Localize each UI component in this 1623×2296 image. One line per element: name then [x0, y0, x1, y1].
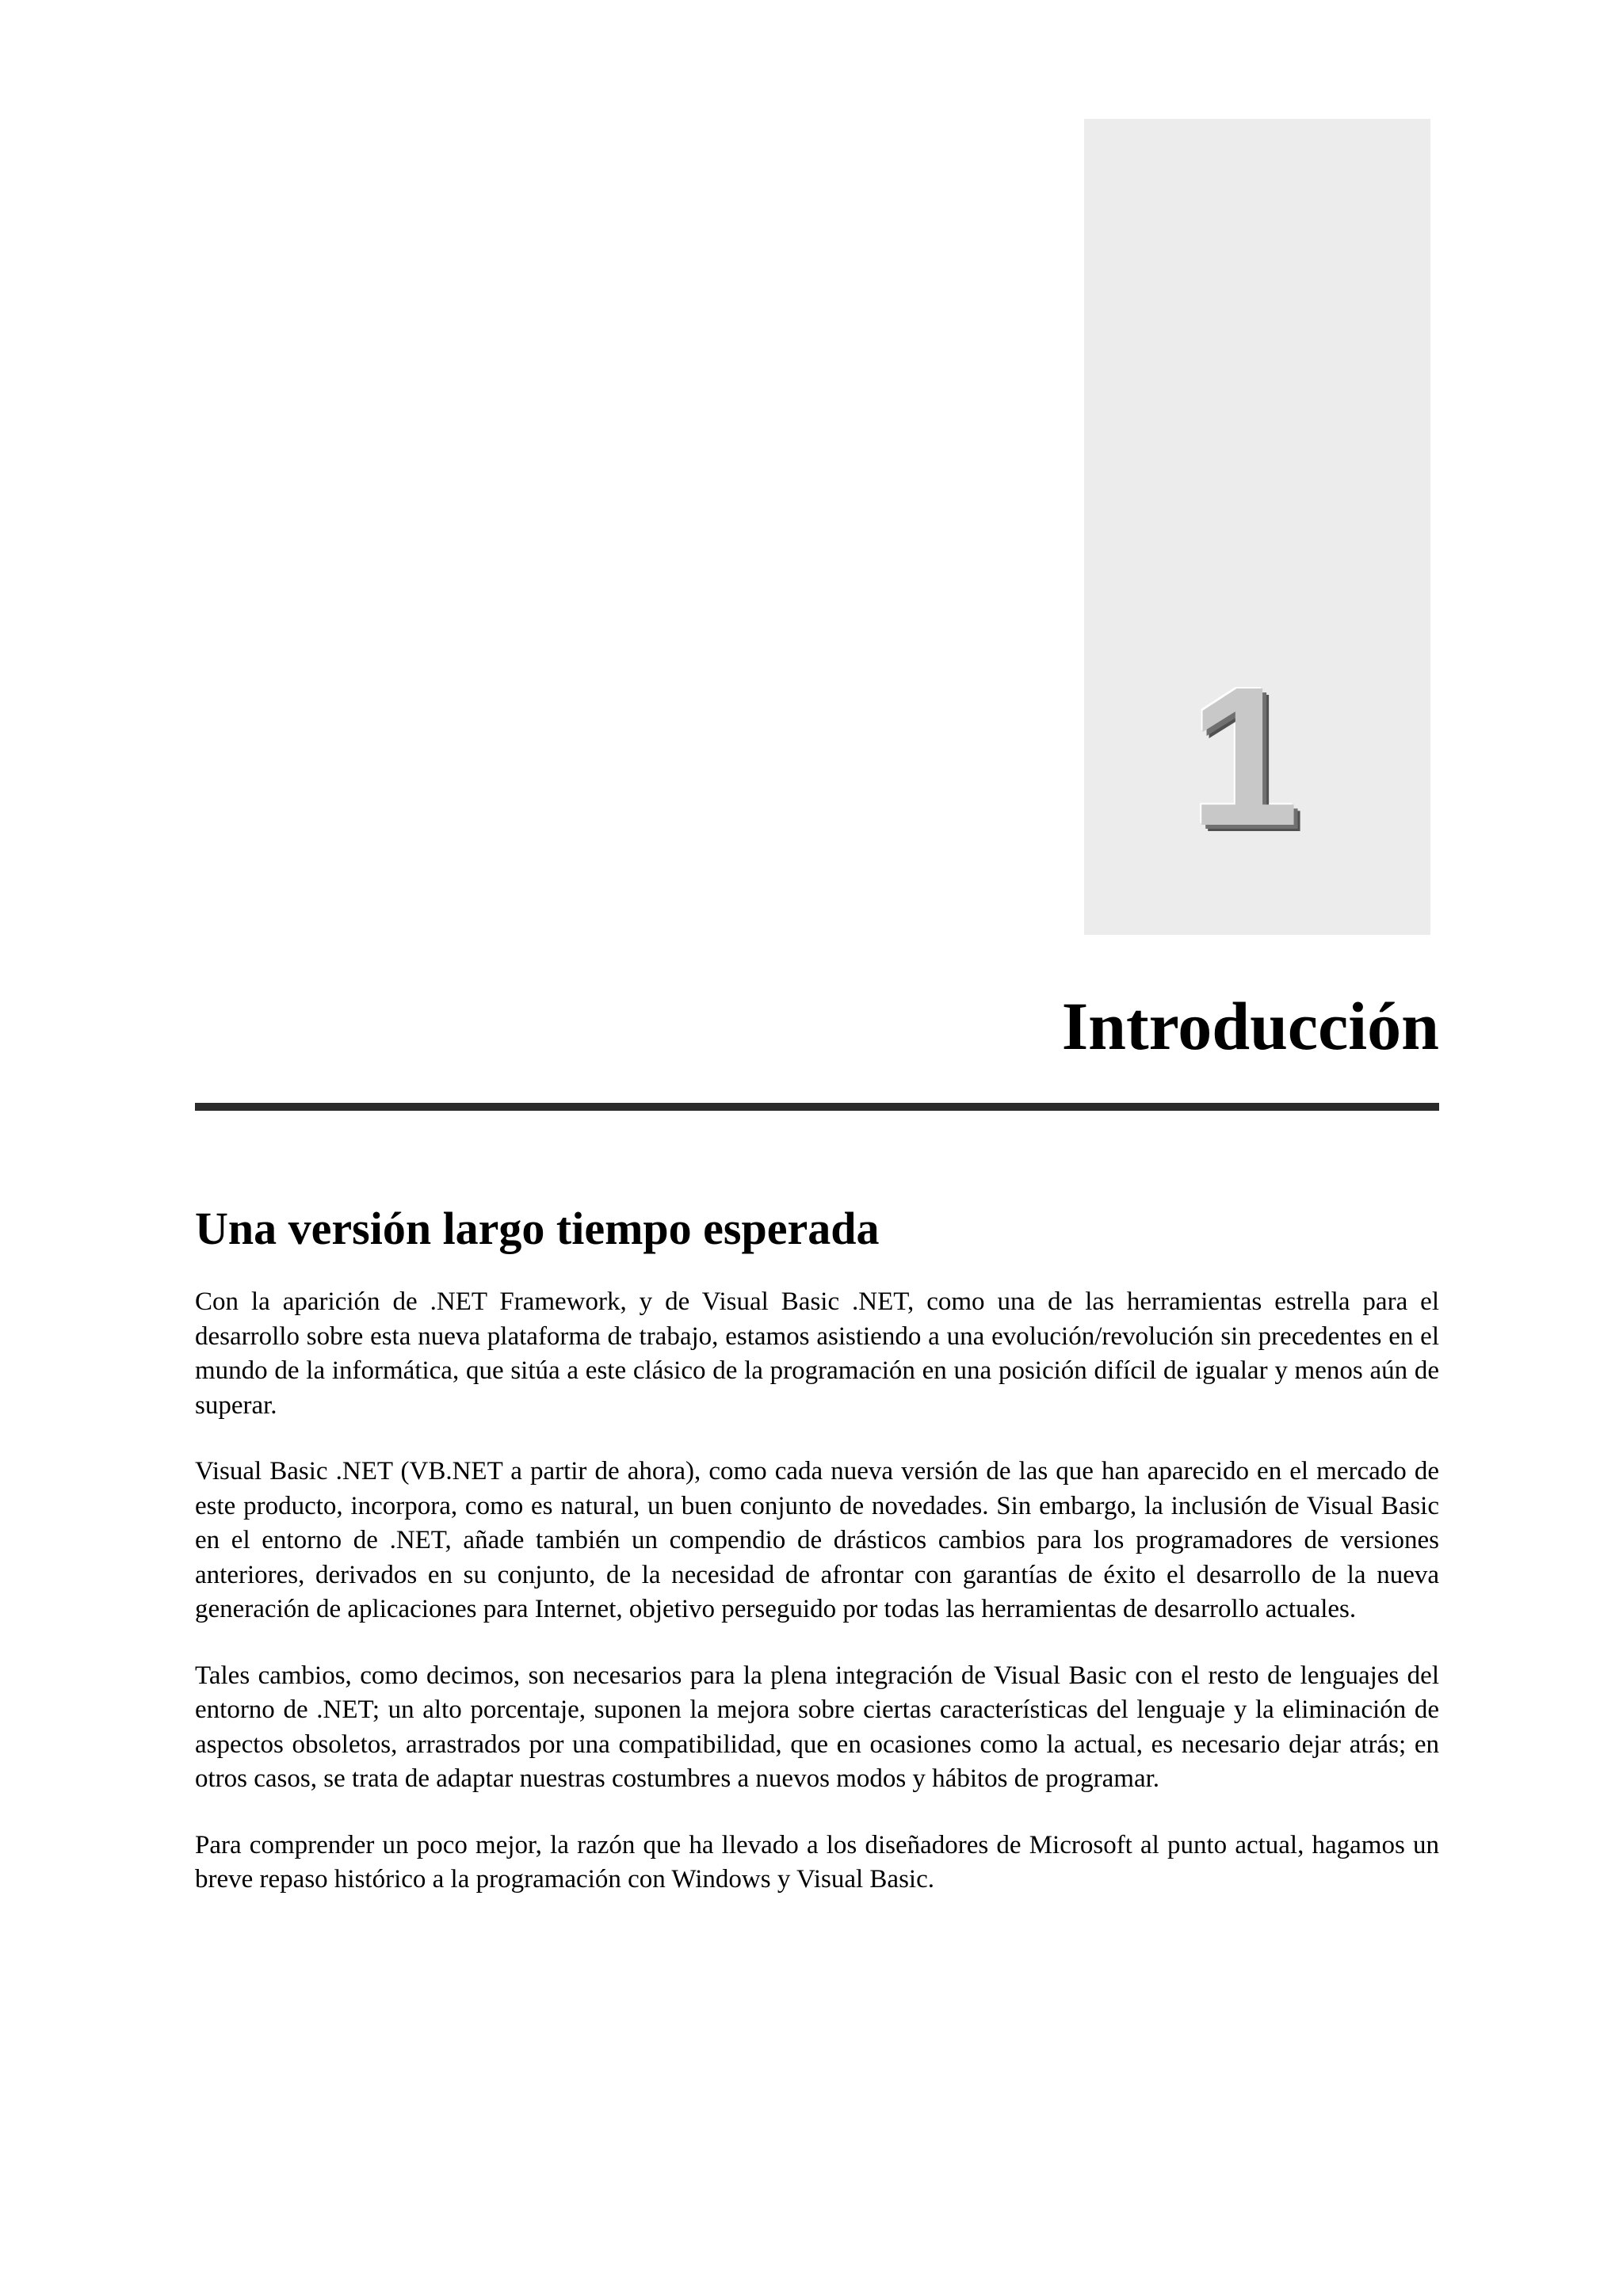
- title-divider: [195, 1103, 1439, 1111]
- paragraph: Tales cambios, como decimos, son necesarios para la plena integración de Visual Basic con el resto de lenguajes del entorno de .NET; un alto porcentaje, suponen la mejora sobre ciertas características del lenguaje y la eliminación de aspectos obsoletos, arrastrados por una compatibilidad, que en ocasiones como la actual, es necesario dejar atrás; en otros casos, se trata de adaptar nuestras costumbres a nuevos modos y hábitos de programar.: [195, 1661, 1439, 1793]
- chapter-title: Introducción: [1061, 988, 1439, 1064]
- paragraph: Visual Basic .NET (VB.NET a partir de ahora), como cada nueva versión de las que han aparecido en el mercado de este producto, incorpora, como es natural, un buen conjunto de novedades. Sin embargo, la inclusión de Visual Basic en el entorno de .NET, añade también un compendio de drásticos cambios para los programadores de versiones anteriores, derivados en su conjunto, de la necesidad de afrontar con garantías de éxito el desarrollo de la nueva generación de aplicaciones para Internet, objetivo perseguido por todas las herramientas de desarrollo actuales.: [195, 1457, 1439, 1623]
- chapter-number: 1: [1189, 646, 1300, 867]
- section-heading: Una versión largo tiempo esperada: [195, 1203, 880, 1254]
- paragraph: Con la aparición de .NET Framework, y de Visual Basic .NET, como una de las herramientas estrella para el desarrollo sobre esta nueva plataforma de trabajo, estamos asistiendo a una evolución/revolución sin precedentes en el mundo de la informática, que sitúa a este clásico de la programación en una posición difícil de igualar y menos aún de superar.: [195, 1287, 1439, 1420]
- body-text: [195, 1285, 1439, 1929]
- paragraph: Para comprender un poco mejor, la razón que ha llevado a los diseñadores de Microsoft al punto actual, hagamos un breve repaso histórico a la programación con Windows y Visual Basic.: [195, 1830, 1439, 1894]
